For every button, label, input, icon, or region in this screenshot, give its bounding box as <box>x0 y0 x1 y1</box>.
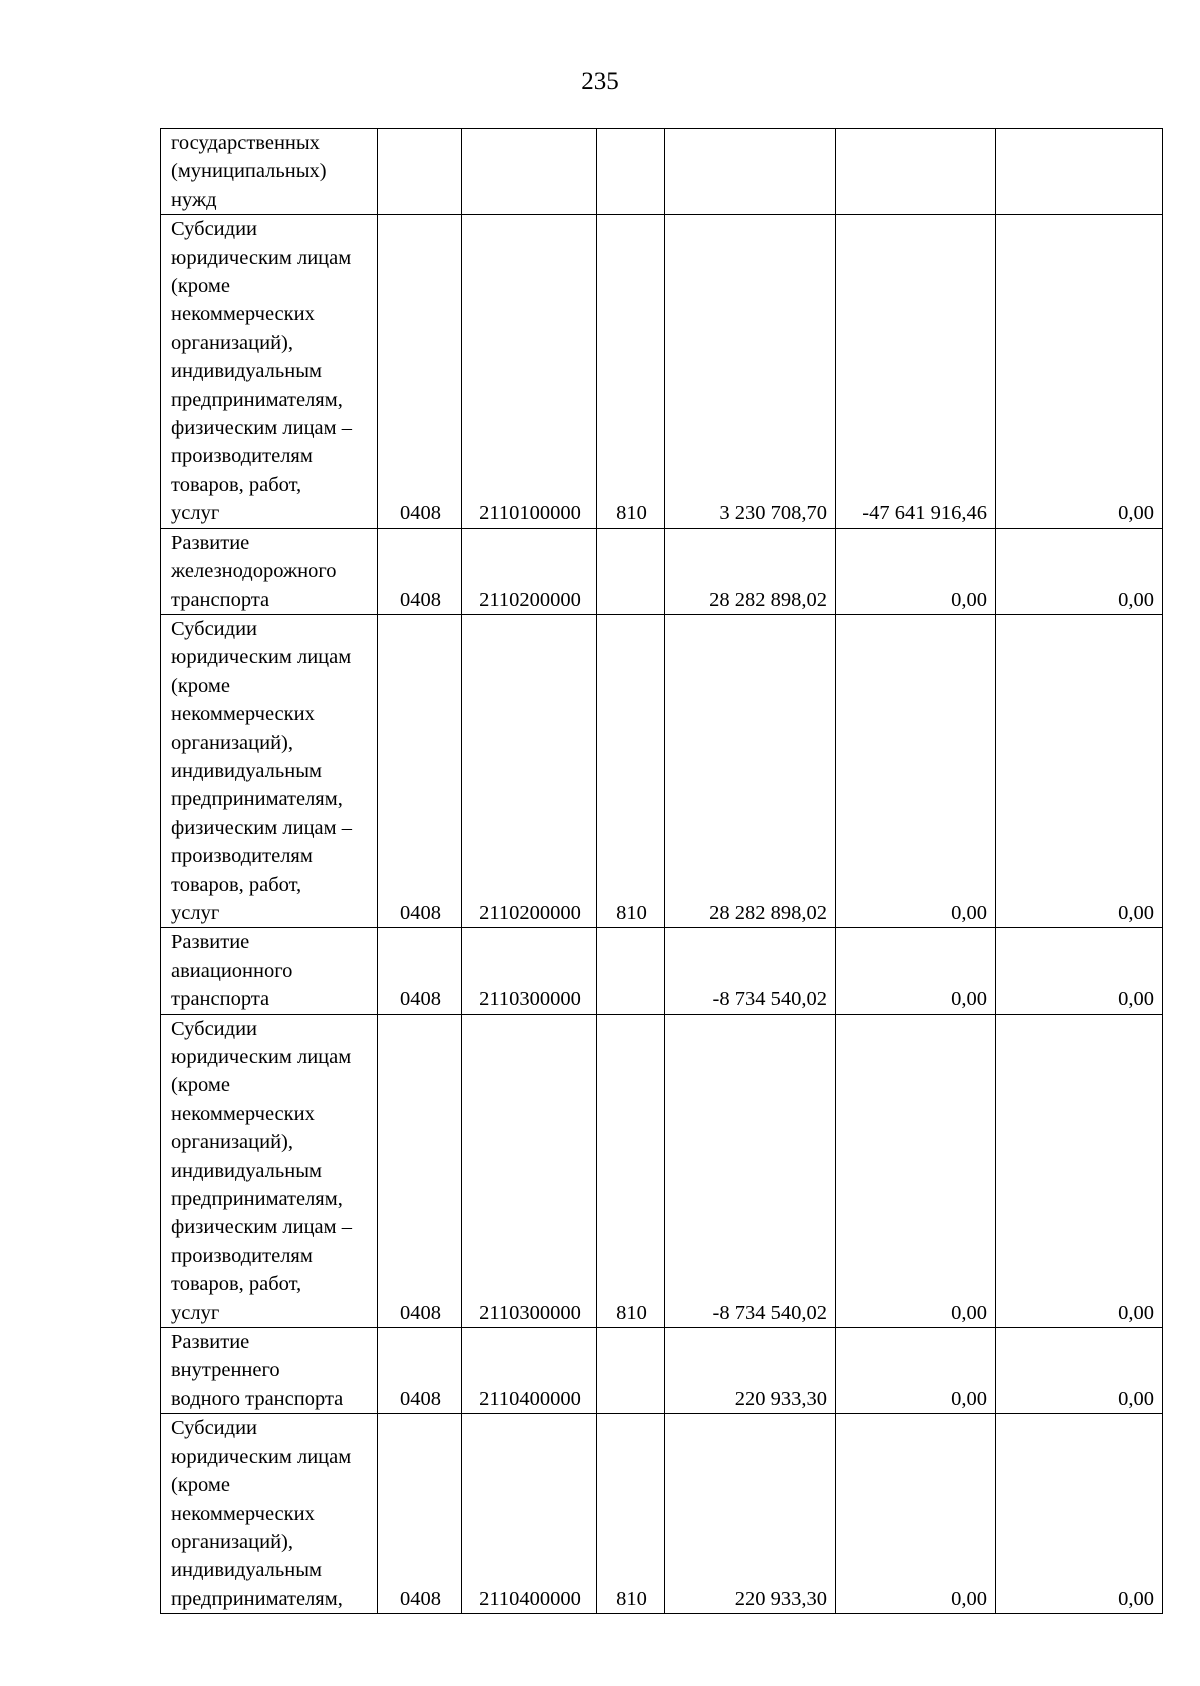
target-article-code: 2110100000 <box>462 215 597 528</box>
table-row <box>161 215 1163 528</box>
amount-1: 220 933,30 <box>665 1328 836 1414</box>
amount-3: 0,00 <box>996 215 1163 528</box>
amount-1: 28 282 898,02 <box>665 528 836 614</box>
section-code: 0408 <box>378 215 462 528</box>
amount-2: 0,00 <box>836 928 996 1014</box>
amount-1: 3 230 708,70 <box>665 215 836 528</box>
amount-1: -8 734 540,02 <box>665 1014 836 1327</box>
amount-2: 0,00 <box>836 1414 996 1614</box>
target-article-code: 2110200000 <box>462 528 597 614</box>
section-code: 0408 <box>378 528 462 614</box>
amount-3: 0,00 <box>996 1414 1163 1614</box>
table-row <box>161 528 1163 614</box>
amount-2: -47 641 916,46 <box>836 215 996 528</box>
table-row <box>161 1414 1163 1614</box>
target-article-code: 2110400000 <box>462 1328 597 1414</box>
amount-1 <box>665 129 836 215</box>
target-article-code <box>462 129 597 215</box>
section-code: 0408 <box>378 614 462 927</box>
expense-type-code <box>597 129 665 215</box>
target-article-code: 2110300000 <box>462 928 597 1014</box>
expense-type-code: 810 <box>597 1414 665 1614</box>
expense-type-code <box>597 1328 665 1414</box>
expense-type-code: 810 <box>597 614 665 927</box>
amount-1: 220 933,30 <box>665 1414 836 1614</box>
amount-1: -8 734 540,02 <box>665 928 836 1014</box>
amount-3: 0,00 <box>996 614 1163 927</box>
expense-type-code <box>597 928 665 1014</box>
section-code: 0408 <box>378 1328 462 1414</box>
amount-2: 0,00 <box>836 1328 996 1414</box>
row-description: Развитие авиационного транспорта <box>161 928 378 1014</box>
section-code: 0408 <box>378 1414 462 1614</box>
table-row <box>161 1328 1163 1414</box>
row-description: Субсидии юридическим лицам (кроме некоммерческих организаций), индивидуальным предпринимателям, физическим лицам – производителям товаров, работ, услуг <box>161 215 378 528</box>
target-article-code: 2110400000 <box>462 1414 597 1614</box>
section-code <box>378 129 462 215</box>
expense-type-code <box>597 528 665 614</box>
row-description: Субсидии юридическим лицам (кроме некоммерческих организаций), индивидуальным предпринимателям, физическим лицам – производителям товаров, работ, услуг <box>161 614 378 927</box>
row-description: Субсидии юридическим лицам (кроме некоммерческих организаций), индивидуальным предпринимателям, физическим лицам – производителям товаров, работ, услуг <box>161 1014 378 1327</box>
amount-2: 0,00 <box>836 1014 996 1327</box>
amount-3: 0,00 <box>996 1328 1163 1414</box>
row-description: Субсидии юридическим лицам (кроме некоммерческих организаций), индивидуальным предпринимателям, <box>161 1414 378 1614</box>
table-row <box>161 928 1163 1014</box>
row-description: государственных (муниципальных) нужд <box>161 129 378 215</box>
table-row <box>161 614 1163 927</box>
amount-3: 0,00 <box>996 928 1163 1014</box>
amount-2 <box>836 129 996 215</box>
expense-type-code: 810 <box>597 215 665 528</box>
section-code: 0408 <box>378 1014 462 1327</box>
page-number: 235 <box>581 68 619 95</box>
section-code: 0408 <box>378 928 462 1014</box>
budget-table <box>160 128 1163 1614</box>
expense-type-code: 810 <box>597 1014 665 1327</box>
amount-3 <box>996 129 1163 215</box>
row-description: Развитие железнодорожного транспорта <box>161 528 378 614</box>
amount-3: 0,00 <box>996 1014 1163 1327</box>
amount-2: 0,00 <box>836 528 996 614</box>
amount-2: 0,00 <box>836 614 996 927</box>
row-description: Развитие внутреннего водного транспорта <box>161 1328 378 1414</box>
target-article-code: 2110200000 <box>462 614 597 927</box>
table-row <box>161 1014 1163 1327</box>
amount-3: 0,00 <box>996 528 1163 614</box>
target-article-code: 2110300000 <box>462 1014 597 1327</box>
table-row <box>161 129 1163 215</box>
amount-1: 28 282 898,02 <box>665 614 836 927</box>
